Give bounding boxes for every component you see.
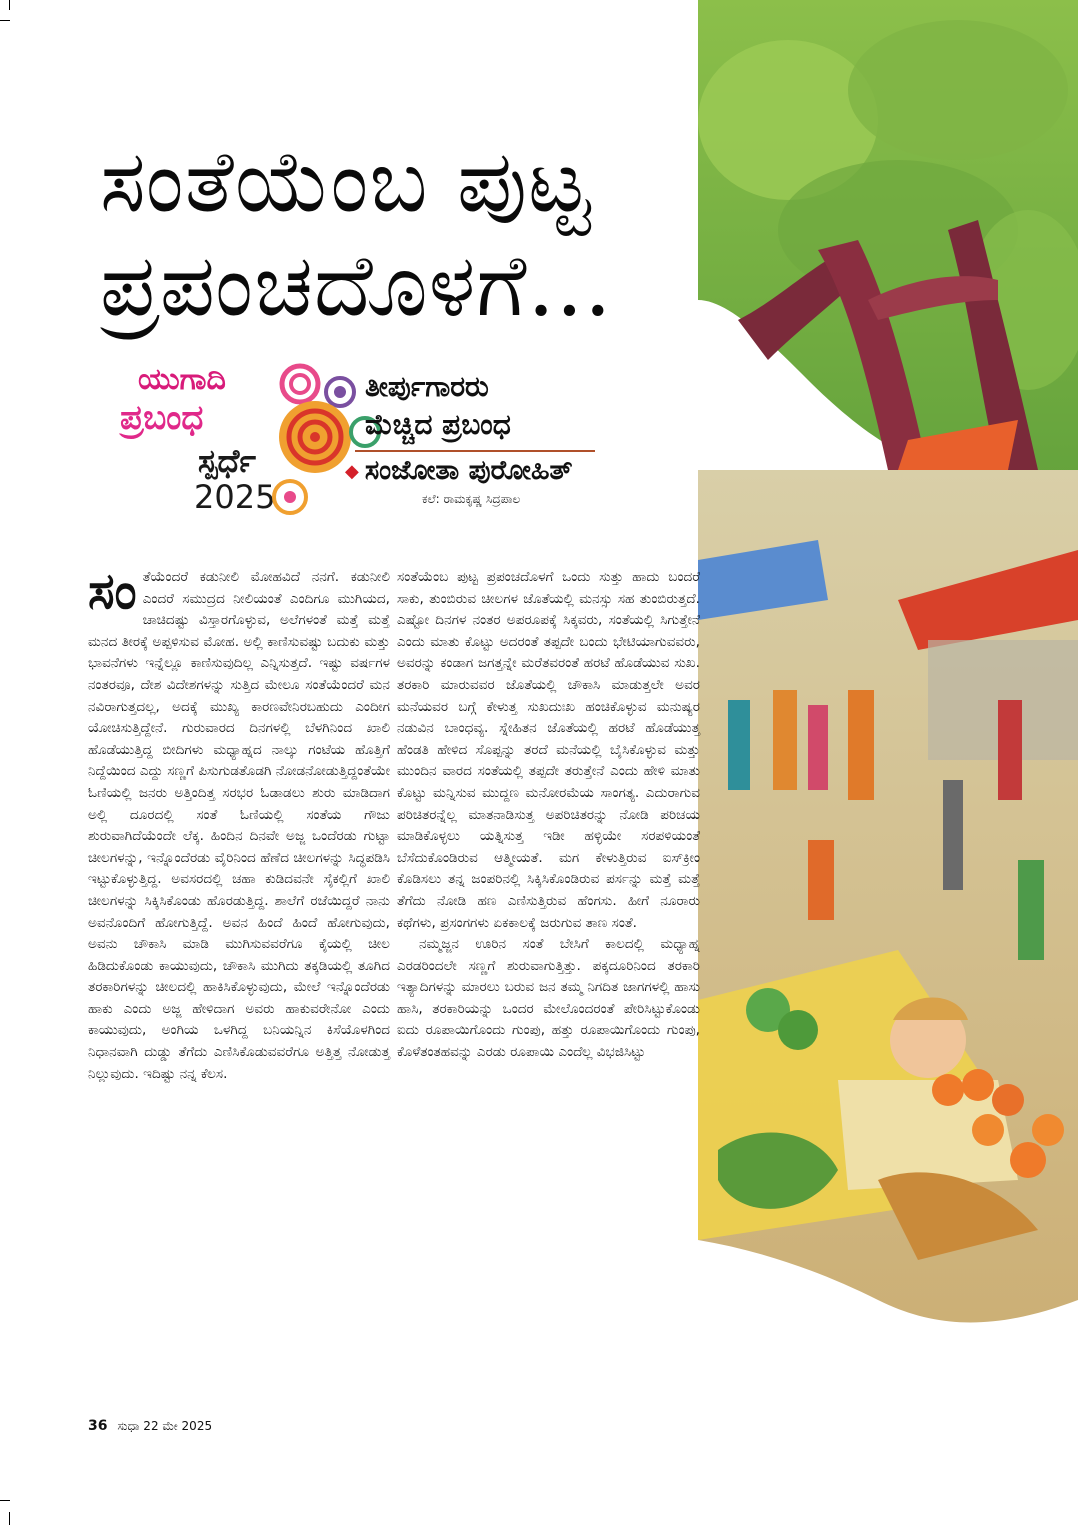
drop-cap: ಸಂ bbox=[88, 561, 137, 620]
article-title bbox=[100, 130, 740, 338]
paragraph bbox=[88, 561, 390, 1085]
author-divider bbox=[355, 450, 595, 452]
logo-year: 2025 bbox=[194, 478, 276, 516]
market-illustration bbox=[698, 0, 1078, 1525]
logo-spardhe: ಸ್ಪರ್ಧೆ bbox=[198, 442, 256, 480]
judges-line-2: ಮೆಚ್ಚಿದ ಪ್ರಬಂಧ bbox=[365, 408, 511, 441]
magazine-issue: ಸುಧಾ 22 ಮೇ 2025 bbox=[117, 1419, 213, 1433]
author-name: ಸಂಜೋತಾ ಪುರೋಹಿತ್ bbox=[364, 455, 573, 486]
title-line-1: ಸಂತೆಯೆಂಬ ಪುಟ್ಟ bbox=[100, 132, 592, 232]
logo-yugadi: ಯುಗಾದಿ bbox=[138, 362, 226, 397]
judges-line-1: ತೀರ್ಪುಗಾರರು bbox=[365, 370, 489, 403]
judges-label bbox=[365, 368, 511, 444]
title-line-2: ಪ್ರಪಂಚದೊಳಗೆ... bbox=[100, 236, 613, 336]
paragraph: ನಮ್ಮಜ್ಜನ ಊರಿನ ಸಂತೆ ಬೇಸಿಗೆ ಕಾಲದಲ್ಲಿ ಮಧ್ಯಾಹ್ನ ಎರಡರಿಂದಲೇ ಸಣ್ಣಗೆ ಶುರುವಾಗುತ್ತಿತ್ತು. ಪಕ್ಕದೂರಿನಿಂದ ತರಕಾರಿ ಇತ್ಯಾದಿಗಳನ್ನು ಮಾರಲು ಬರುವ ಜನ ತಮ್ಮ ನಿಗದಿತ ಜಾಗಗಳಲ್ಲಿ ಹಾಸು ಹಾಸಿ, ತರಕಾರಿಯನ್ನು ಒಂದರ ಮೇಲೊಂದರಂತೆ ಪೇರಿಸಿಟ್ಟುಕೊಂಡು ಐದು ರೂಪಾಯಿಗೊಂದು ಗುಂಪು, ಹತ್ತು ರೂಪಾಯಿಗೊಂದು ಗುಂಪು, ಕೊಳೆತಂತಹವನ್ನು ಎರಡು ರೂಪಾಯಿ ಎಂದೆಲ್ಲ ವಿಭಜಿಸಿಟ್ಟು bbox=[397, 936, 700, 1061]
crop-mark bbox=[9, 1512, 10, 1525]
page-number: 36 bbox=[88, 1418, 108, 1434]
logo-prabandha: ಪ್ರಬಂಧ bbox=[120, 398, 204, 438]
crop-mark bbox=[9, 0, 10, 10]
crop-mark bbox=[0, 20, 10, 21]
article-column-left bbox=[88, 561, 390, 1085]
crop-mark bbox=[0, 1500, 10, 1501]
diamond-bullet-icon: ◆ bbox=[345, 461, 359, 482]
article-column-right bbox=[397, 567, 700, 1064]
page-footer bbox=[88, 1418, 212, 1434]
paragraph-text: ತೆಯೆಂದರೆ ಕಡುನೀಲಿ ಮೋಹವಿದೆ ನನಗೆ. ಕಡುನೀಲಿ ಎಂದರೆ ಸಮುದ್ರದ ನೀಲಿಯಂತೆ ಎಂದಿಗೂ ಮುಗಿಯದ, ಚಾಚಿದಷ್ಟು ವಿಸ್ತಾರಗೊಳ್ಳುವ, ಅಲೆಗಳಂತೆ ಮತ್ತೆ ಮತ್ತೆ ಮನದ ತೀರಕ್ಕೆ ಅಪ್ಪಳಿಸುವ ಮೋಹ. ಅಲ್ಲಿ ಕಾಣಿಸುವಷ್ಟು ಬದುಕು ಮತ್ತು ಭಾವನೆಗಳು ಇನ್ನೆಲ್ಲೂ ಕಾಣಿಸುವುದಿಲ್ಲ ಎನ್ನಿಸುತ್ತದೆ. ಇಷ್ಟು ವರ್ಷಗಳ ನಂತರವೂ, ದೇಶ ವಿದೇಶಗಳನ್ನು ಸುತ್ತಿದ ಮೇಲೂ ಸಂತೆಯೆಂದರೆ ಮನ ನವಿರಾಗುತ್ತದಲ್ಲ, ಅದಕ್ಕೆ ಮುಖ್ಯ ಕಾರಣವೇನಿರಬಹುದು ಎಂದೀಗ ಯೋಚಿಸುತ್ತಿದ್ದೇನೆ. ಗುರುವಾರದ ದಿನಗಳಲ್ಲಿ ಬೆಳಗಿನಿಂದ ಖಾಲಿ ಹೊಡೆಯುತ್ತಿದ್ದ ಬೀದಿಗಳು ಮಧ್ಯಾಹ್ನದ ನಾಲ್ಕು ಗಂಟೆಯ ಹೊತ್ತಿಗೆ ನಿದ್ದೆಯಿಂದ ಎದ್ದು ಸಣ್ಣಗೆ ಪಿಸುಗುಡತೊಡಗಿ ನೋಡನೋಡುತ್ತಿದ್ದಂತೆಯೇ ಓಣಿಯಲ್ಲಿ ಜನರು ಅತ್ತಿಂದಿತ್ತ ಸರಭರ ಓಡಾಡಲು ಶುರು ಮಾಡಿದಾಗ ಅಲ್ಲಿ ದೂರದಲ್ಲಿ ಸಂತೆ ಓಣಿಯಲ್ಲಿ ಸಂತೆಯ ಗೌಜು ಶುರುವಾಗಿದೆಯೆಂದೇ ಲೆಕ್ಕ. ಹಿಂದಿನ ದಿನವೇ ಅಜ್ಜ ಒಂದೆರಡು ಗುಟ್ಟಾ ಚೀಲಗಳನ್ನು, ಇನ್ನೊಂದೆರಡು ವೈರಿನಿಂದ ಹೆಣೆದ ಚೀಲಗಳನ್ನು ಸಿದ್ಧಪಡಿಸಿ ಇಟ್ಟುಕೊಳ್ಳುತ್ತಿದ್ದ. ಅವಸರದಲ್ಲಿ ಚಹಾ ಕುಡಿದವನೇ ಸೈಕಲ್ಲಿಗೆ ಖಾಲಿ ಚೀಲಗಳನ್ನು ಸಿಕ್ಕಿಸಿಕೊಂಡು ಹೊರಡುತ್ತಿದ್ದ. ಶಾಲೆಗೆ ರಜೆಯಿದ್ದರೆ ನಾನು ಅವನೊಂದಿಗೆ ಹೋಗುತ್ತಿದ್ದೆ. ಅವನ ಹಿಂದೆ ಹಿಂದೆ ಹೋಗುವುದು, ಅವನು ಚೌಕಾಸಿ ಮಾಡಿ ಮುಗಿಸುವವರೆಗೂ ಕೈಯಲ್ಲಿ ಚೀಲ ಹಿಡಿದುಕೊಂಡು ಕಾಯುವುದು, ಚೌಕಾಸಿ ಮುಗಿದು ತಕ್ಕಡಿಯಲ್ಲಿ ತೂಗಿದ ತರಕಾರಿಗಳನ್ನು ಚೀಲದಲ್ಲಿ ಹಾಕಿಸಿಕೊಳ್ಳುವುದು, ಮೇಲೆ ಇನ್ನೊಂದೆರಡು ಹಾಕು ಎಂದು ಅಜ್ಜ ಹೇಳಿದಾಗ ಅವರು ಹಾಕುವರೇನೋ ಎಂದು ಕಾಯುವುದು, ಅಂಗಿಯ ಒಳಗಿದ್ದ ಬನಿಯನ್ನಿನ ಕಿಸೆಯೊಳಗಿಂದ ನಿಧಾನವಾಗಿ ದುಡ್ಡು ತೆಗೆದು ಎಣಿಸಿಕೊಡುವವರೆಗೂ ಅತ್ತಿತ್ತ ನೋಡುತ್ತ ನಿಲ್ಲುವುದು. ಇದಿಷ್ಟು ನನ್ನ ಕೆಲಸ. bbox=[88, 569, 390, 1082]
artist-credit: ಕಲೆ: ರಾಮಕೃಷ್ಣ ಸಿದ್ರಪಾಲ bbox=[422, 492, 521, 506]
author-byline bbox=[345, 455, 573, 487]
paragraph: ಸಂತೆಯೆಂಬ ಪುಟ್ಟ ಪ್ರಪಂಚದೊಳಗೆ ಒಂದು ಸುತ್ತು ಹಾದು ಬಂದರೆ ಸಾಕು, ತುಂಬಿರುವ ಚೀಲಗಳ ಜೊತೆಯಲ್ಲಿ ಮನಸ್ಸು ಸಹ ತುಂಬಿರುತ್ತದೆ. ಎಷ್ಟೋ ದಿನಗಳ ನಂತರ ಅಪರೂಪಕ್ಕೆ ಸಿಕ್ಕವರು, ಸಂತೆಯಲ್ಲಿ ಸಿಗುತ್ತೇನೆ ಎಂದು ಮಾತು ಕೊಟ್ಟು ಅದರಂತೆ ತಪ್ಪದೇ ಬಂದು ಭೇಟಿಯಾಗುವವರು, ಅವರನ್ನು ಕಂಡಾಗ ಜಗತ್ತನ್ನೇ ಮರೆತವರಂತೆ ಹರಟೆ ಹೊಡೆಯುವ ಸುಖ. ತರಕಾರಿ ಮಾರುವವರ ಜೊತೆಯಲ್ಲಿ ಚೌಕಾಸಿ ಮಾಡುತ್ತಲೇ ಅವರ ಮನೆಯವರ ಬಗ್ಗೆ ಕೇಳುತ್ತ ಸುಖದುಃಖ ಹಂಚಿಕೊಳ್ಳುವ ಮನುಷ್ಯರ ನಡುವಿನ ಬಾಂಧವ್ಯ. ಸ್ನೇಹಿತನ ಜೊತೆಯಲ್ಲಿ ಹರಟೆ ಹೊಡೆಯುತ್ತ ಹೆಂಡತಿ ಹೇಳಿದ ಸೊಪ್ಪನ್ನು ತರದೆ ಮನೆಯಲ್ಲಿ ಬೈಸಿಕೊಳ್ಳುವ ಮತ್ತು ಮುಂದಿನ ವಾರದ ಸಂತೆಯಲ್ಲಿ ತಪ್ಪದೇ ತರುತ್ತೇನೆ ಎಂದು ಹೇಳಿ ಮಾತು ಕೊಟ್ಟು ಮನ್ನಿಸುವ ಮುದ್ದಣ ಮನೋರಮೆಯ ಸಾಂಗತ್ಯ. ಎದುರಾಗುವ ಪರಿಚಿತರನ್ನೆಲ್ಲ ಮಾತನಾಡಿಸುತ್ತ ಅಪರಿಚಿತರನ್ನು ನೋಡಿ ಪರಿಚಯ ಮಾಡಿಕೊಳ್ಳಲು ಯತ್ನಿಸುತ್ತ ಇಡೀ ಹಳ್ಳಿಯೇ ಸರಪಳಿಯಂತೆ ಬೆಸೆದುಕೊಂಡಿರುವ ಆತ್ಮೀಯತೆ. ಮಗ ಕೇಳುತ್ತಿರುವ ಐಸ್‌ಕ್ರೀಂ ಕೊಡಿಸಲು ತನ್ನ ಜಂಪರಿನಲ್ಲಿ ಸಿಕ್ಕಿಸಿಕೊಂಡಿರುವ ಪರ್ಸನ್ನು ಮತ್ತೆ ಮತ್ತೆ ತೆಗೆದು ನೋಡಿ ಹಣ ಎಣಿಸುತ್ತಿರುವ ಹೆಂಗಸು. ಹೀಗೆ ನೂರಾರು ಕಥೆಗಳು, ಪ್ರಸಂಗಗಳು ಏಕಕಾಲಕ್ಕೆ ಜರುಗುವ ತಾಣ ಸಂತೆ. bbox=[397, 569, 700, 931]
